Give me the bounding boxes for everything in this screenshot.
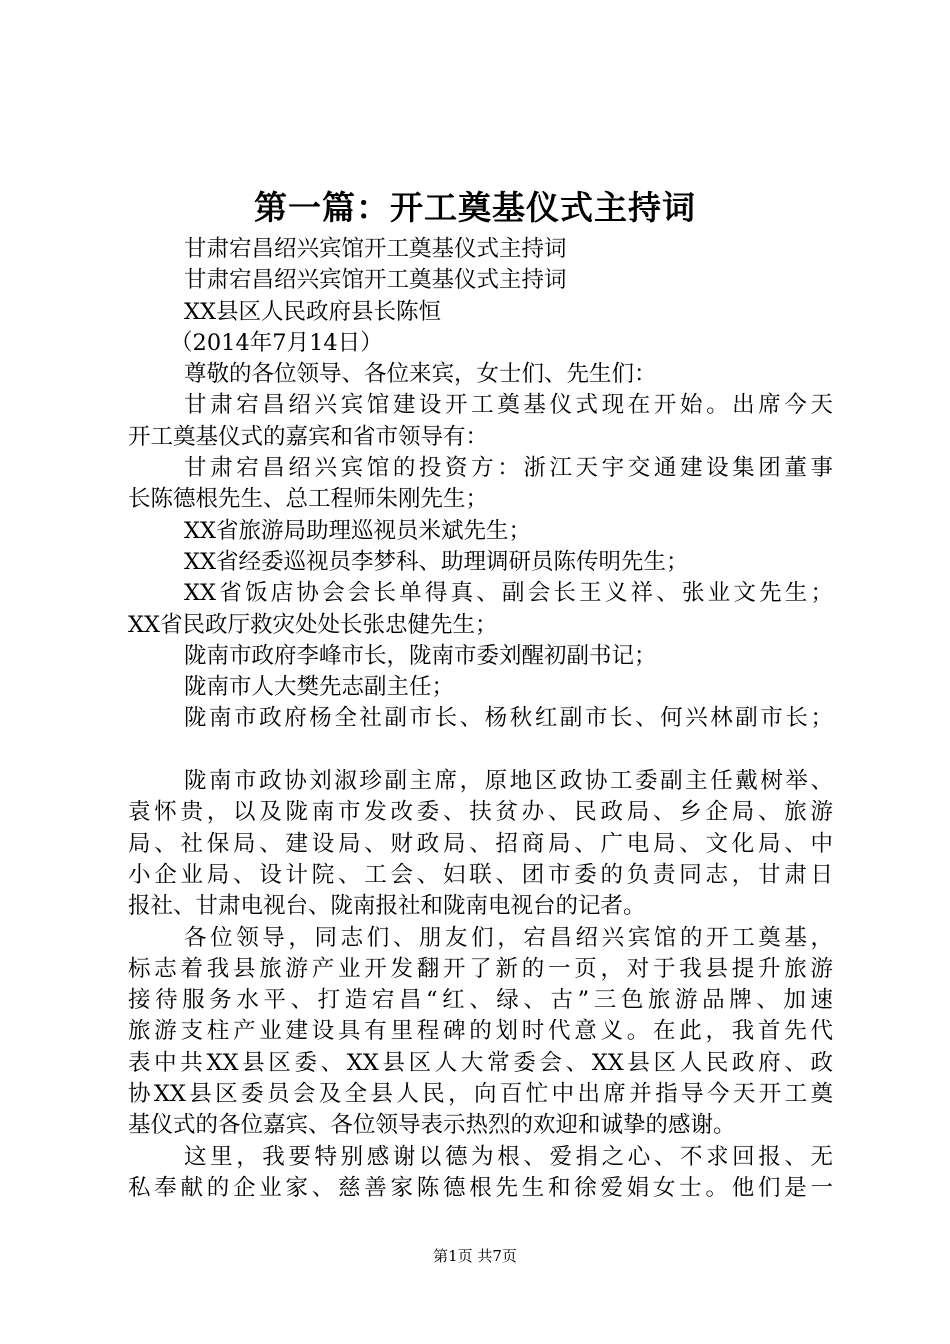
body-line: 报社、甘肃电视台、陇南报社和陇南电视台的记者。 <box>128 893 646 920</box>
body-line: XX省饭店协会会长单得真、副会长王义祥、张业文先生； <box>184 580 833 607</box>
document-title: 第一篇：开工奠基仪式主持词 <box>254 188 696 227</box>
body-line: （2014年7月14日） <box>170 329 383 356</box>
body-line: 袁怀贵，以及陇南市发改委、扶贫办、民政局、乡企局、旅游 <box>128 799 833 826</box>
body-line: 小企业局、设计院、工会、妇联、团市委的负责同志，甘肃日 <box>128 861 833 888</box>
body-line: 长陈德根先生、总工程师朱刚先生； <box>128 486 489 513</box>
body-line: 陇南市政府李峰市长，陇南市委刘醒初副书记； <box>184 642 657 669</box>
body-line: XX县区人民政府县长陈恒 <box>184 298 442 325</box>
body-line: 甘肃宕昌绍兴宾馆开工奠基仪式主持词 <box>184 236 567 262</box>
body-line: 表中共XX县区委、XX县区人大常委会、XX县区人民政府、政 <box>128 1049 833 1076</box>
body-line: 协XX县区委员会及全县人民，向百忙中出席并指导今天开工奠 <box>128 1081 833 1108</box>
body-line: 私奉献的企业家、慈善家陈德根先生和徐爱娟女士。他们是一 <box>128 1174 833 1201</box>
body-line <box>128 735 833 766</box>
body-line: 基仪式的各位嘉宾、各位领导表示热烈的欢迎和诚挚的感谢。 <box>128 1112 736 1139</box>
body-line: 甘肃宕昌绍兴宾馆的投资方：浙江天宇交通建设集团董事 <box>184 455 833 482</box>
body-line: 陇南市政府杨全社副市长、杨秋红副市长、何兴林副市长； <box>184 705 833 732</box>
body-line: 局、社保局、建设局、财政局、招商局、广电局、文化局、中 <box>128 830 833 857</box>
body-line: 甘肃宕昌绍兴宾馆开工奠基仪式主持词 <box>184 267 567 294</box>
body-line: 标志着我县旅游产业开发翻开了新的一页，对于我县提升旅游 <box>128 955 833 982</box>
body-line: 接待服务水平、打造宕昌“红、绿、古”三色旅游品牌、加速 <box>128 987 833 1014</box>
body-line: 甘肃宕昌绍兴宾馆建设开工奠基仪式现在开始。出席今天 <box>184 392 833 419</box>
body-line: 旅游支柱产业建设具有里程碑的划时代意义。在此，我首先代 <box>128 1018 833 1045</box>
body-line: 开工奠基仪式的嘉宾和省市领导有： <box>128 423 489 450</box>
document-body <box>128 234 833 1204</box>
body-line: 陇南市人大樊先志副主任； <box>184 674 455 701</box>
body-line: XX省旅游局助理巡视员米斌先生； <box>184 517 532 544</box>
body-line: 各位领导，同志们、朋友们，宕昌绍兴宾馆的开工奠基， <box>184 924 833 951</box>
body-line: XX省民政厅救灾处处长张忠健先生； <box>128 611 498 638</box>
body-line: 尊敬的各位领导、各位来宾，女士们、先生们： <box>184 361 657 388</box>
body-line: XX省经委巡视员李梦科、助理调研员陈传明先生； <box>184 548 689 575</box>
page-footer: 第1页 共7页 <box>433 1247 517 1265</box>
body-line: 陇南市政协刘淑珍副主席，原地区政协工委副主任戴树举、 <box>184 768 833 795</box>
body-line: 这里，我要特别感谢以德为根、爱捐之心、不求回报、无 <box>184 1143 833 1170</box>
